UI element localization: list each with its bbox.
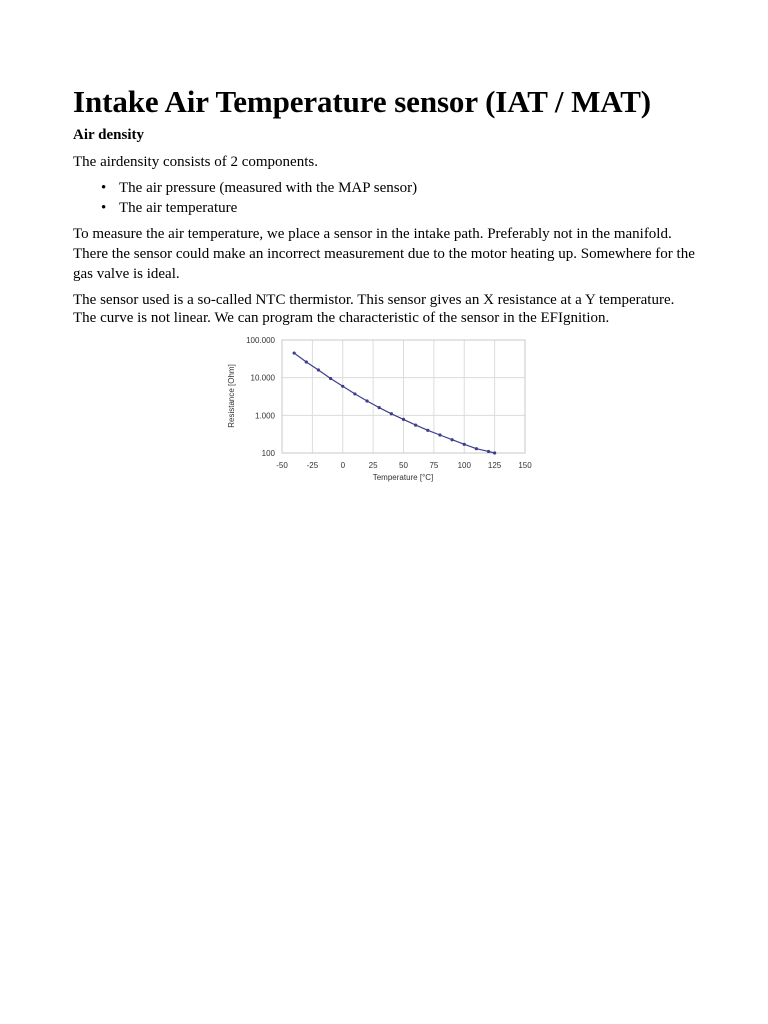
y-axis-label: Resistance [Ohm] bbox=[227, 364, 236, 428]
list-item: • The air pressure (measured with the MAP sensor) bbox=[119, 178, 698, 198]
data-point bbox=[390, 412, 393, 415]
data-point bbox=[475, 447, 478, 450]
y-tick-label: 100.000 bbox=[246, 336, 275, 345]
chart-grid bbox=[282, 340, 525, 453]
page-title: Intake Air Temperature sensor (IAT / MAT) bbox=[73, 84, 652, 119]
data-point bbox=[293, 351, 296, 354]
data-point bbox=[305, 360, 308, 363]
data-point bbox=[493, 451, 496, 454]
x-tick-label: -50 bbox=[276, 461, 288, 470]
x-tick-labels bbox=[276, 461, 532, 470]
data-point bbox=[451, 438, 454, 441]
x-tick-label: 125 bbox=[487, 461, 502, 470]
section-heading: Air density bbox=[73, 127, 144, 143]
y-tick-label: 1.000 bbox=[254, 411, 275, 421]
data-point bbox=[353, 392, 356, 395]
x-tick-label: 150 bbox=[518, 461, 532, 470]
data-point bbox=[463, 443, 466, 446]
y-tick-label: 10.000 bbox=[250, 373, 275, 383]
data-point bbox=[365, 399, 368, 402]
sensor-paragraph: The sensor used is a so-called NTC thermistor. This sensor gives an X resistance at a Y temperature. The curve is not linear. We can program the characteristic of the sensor in the EFIgnition. bbox=[73, 292, 675, 326]
x-tick-label: 100 bbox=[457, 461, 471, 470]
x-tick-label: 25 bbox=[368, 461, 378, 470]
x-tick-label: 50 bbox=[399, 461, 408, 470]
data-point bbox=[438, 433, 441, 436]
data-point bbox=[426, 429, 429, 432]
intro-paragraph: The airdensity consists of 2 components. bbox=[73, 154, 318, 170]
x-axis-label: Temperature [°C] bbox=[372, 473, 434, 482]
placement-paragraph: To measure the air temperature, we place a sensor in the intake path. Preferably not in the manifold. There the sensor could make an incorrect measurement due to the motor heating up. Somewhere for the gas valve is ideal. bbox=[73, 226, 695, 282]
list-item: • The air temperature bbox=[119, 198, 698, 218]
data-point bbox=[487, 450, 490, 453]
data-point bbox=[317, 368, 320, 371]
y-tick-labels bbox=[246, 336, 275, 458]
y-tick-label: 100 bbox=[261, 449, 275, 458]
data-point bbox=[402, 418, 405, 421]
document bbox=[73, 84, 698, 327]
x-tick-label: 75 bbox=[429, 461, 439, 470]
data-point bbox=[414, 424, 417, 427]
data-point bbox=[329, 377, 332, 380]
data-point bbox=[341, 385, 344, 388]
x-tick-label: 0 bbox=[340, 461, 346, 470]
x-tick-label: -25 bbox=[306, 461, 319, 470]
ntc-resistance-chart bbox=[222, 333, 542, 485]
data-point bbox=[378, 406, 381, 409]
resistance-series bbox=[293, 351, 497, 454]
component-list bbox=[73, 178, 698, 218]
